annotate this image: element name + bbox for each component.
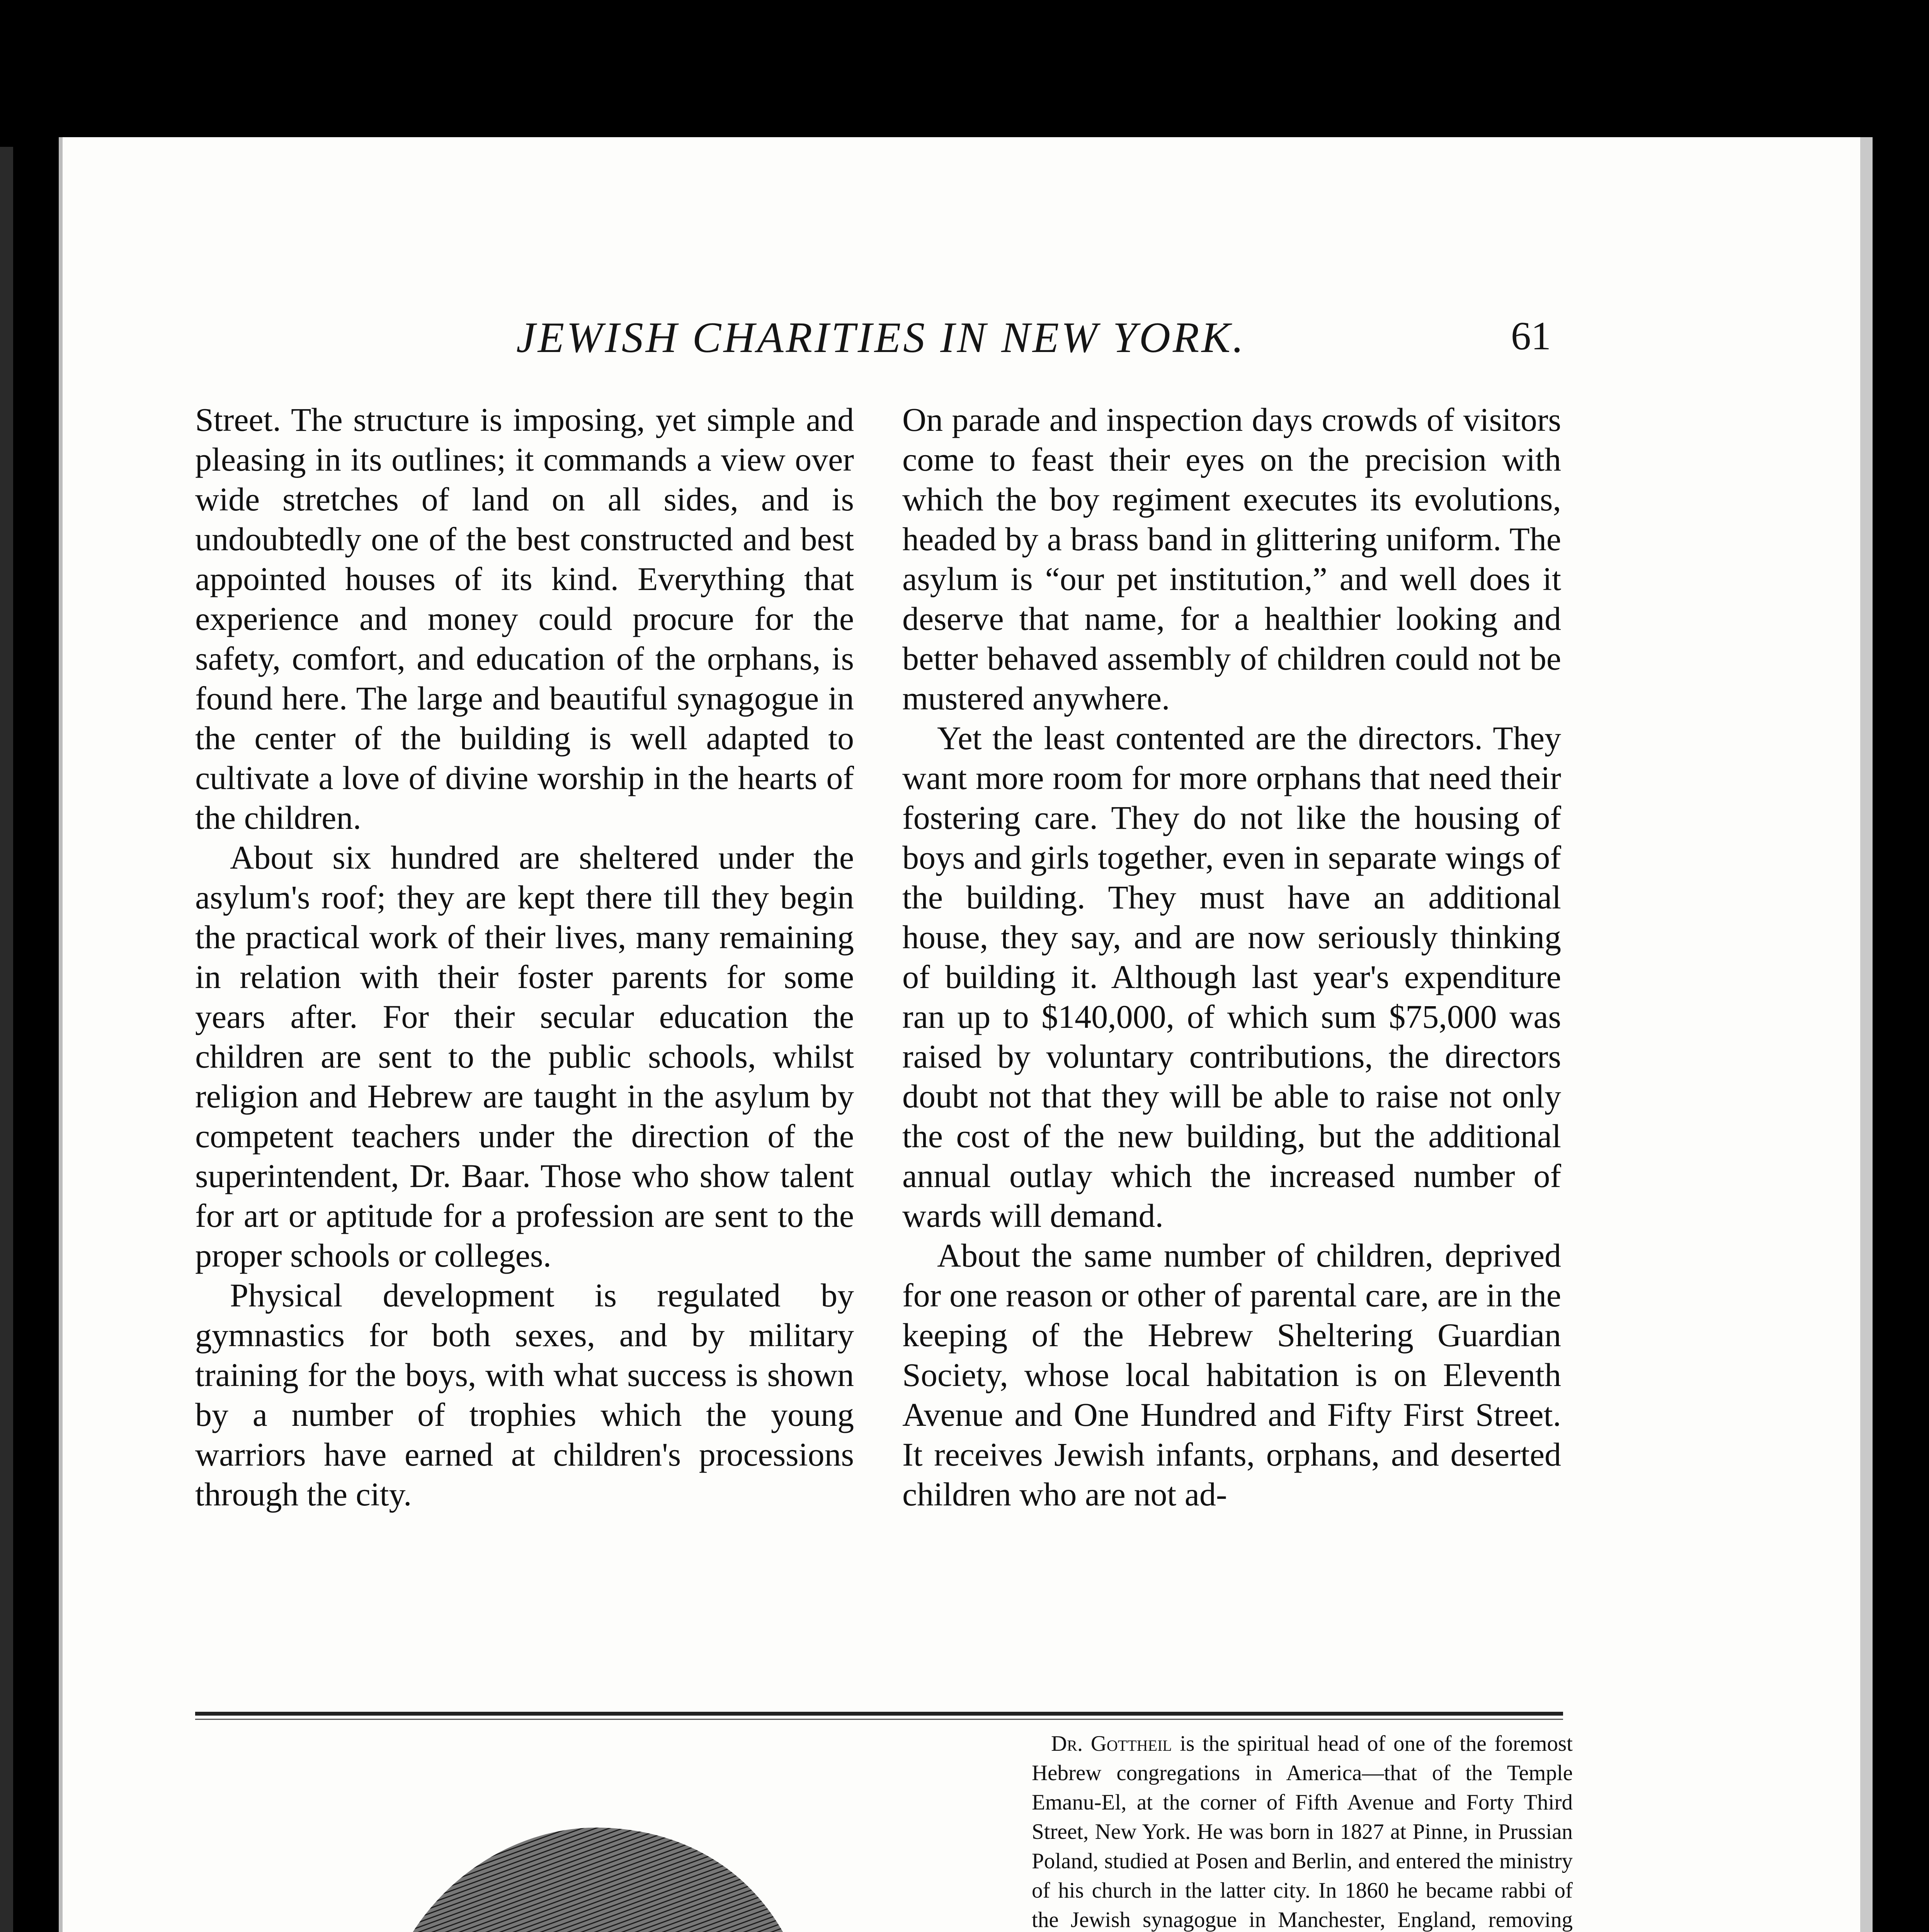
running-title: JEWISH CHARITIES IN NEW YORK. xyxy=(516,314,1246,362)
paragraph: Yet the least contented are the directors. They want more room for more orphans that need their fostering care. They do not like the housing of boys and girls together, even in separate wings of the building. They must have an additional house, they say, and are now seriously thinking of building it. Although last year's expenditure ran up to $140,000, of which sum $75,000 was raised by voluntary contributions, the directors doubt not that they will be able to raise not only the cost of the new building, but the additional annual outlay which the increased number of wards will demand. xyxy=(902,719,1561,1234)
caption-paragraph xyxy=(1032,1729,1573,1932)
right-text-column xyxy=(902,400,1561,1514)
paragraph: Street. The structure is imposing, yet simple and pleasing in its outlines; it commands a view over wide stretches of land on all sides, and is undoubtedly one of the best constructed and best appointed houses of its kind. Everything that experience and money could procure for the safety, comfort, and education of the orphans, is found here. The large and beautiful synagogue in the center of the building is well adapted to cultivate a love of divine worship in the hearts of the children. xyxy=(195,401,854,836)
left-text-column xyxy=(195,400,854,1514)
paragraph: About the same number of children, deprived for one reason or other of parental care, are in the keeping of the Hebrew Sheltering Guardian Society, whose local habitation is on Eleventh Avenue and One Hundred and Fifty First Street. It receives Jewish infants, orphans, and deserted children who are not ad- xyxy=(902,1237,1561,1513)
caption-lead: Dr. Gottheil xyxy=(1051,1731,1172,1756)
portrait-caption xyxy=(1032,1729,1573,1932)
adjacent-page-edge xyxy=(0,147,13,1932)
paragraph: Physical development is regulated by gymnastics for both sexes, and by military training for the boys, with what success is shown by a number of trophies which the young warriors have earned at children's processions through the city. xyxy=(195,1277,854,1513)
caption-text: is the spiritual head of one of the foremost Hebrew congregations in America—that of the Temple Emanu-El, at the corner of Fifth Avenue and Forty Third Street, New York. He was born in 1827 at Pinne, in Prussian Poland, studied at Posen and Berlin, and entered the ministry of his church in the latter city. In 1860 he became rabbi of the Jewish synagogue in Manchester, England, removing xyxy=(1032,1731,1573,1932)
paragraph: About six hundred are sheltered under the asylum's roof; they are kept there till they begin the practical work of their lives, many remaining in relation with their foster parents for some years after. For their secular education the children are sent to the public schools, whilst religion and Hebrew are taught in the asylum by competent teachers under the direction of the superintendent, Dr. Baar. Those who show talent for art or aptitude for a profession are sent to the proper schools or colleges. xyxy=(195,839,854,1274)
paragraph: On parade and inspection days crowds of visitors come to feast their eyes on the precision with which the boy regiment executes its evolutions, headed by a brass band in glittering uniform. The asylum is “our pet institution,” and well does it deserve that name, for a healthier looking and better behaved assembly of children could not be mustered anywhere. xyxy=(902,401,1561,717)
portrait-engraving xyxy=(255,1754,943,1932)
section-divider xyxy=(195,1712,1563,1716)
section-divider-thin xyxy=(195,1719,1563,1720)
page-number: 61 xyxy=(1511,314,1551,358)
